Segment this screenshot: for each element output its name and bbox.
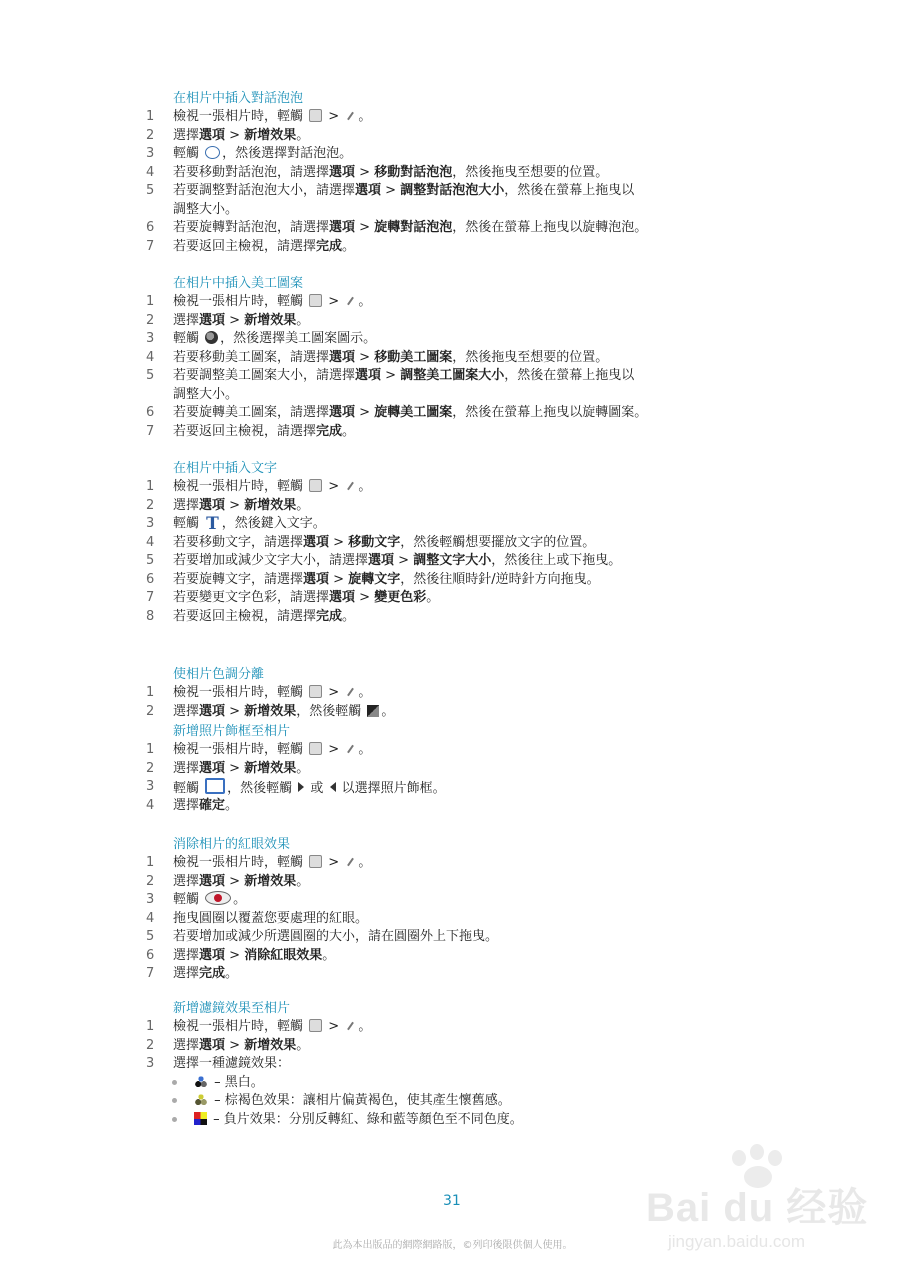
text-run: 。: [358, 855, 372, 870]
step-number: 1: [146, 855, 155, 870]
text-run: ，然後拖曳至想要的位置。: [452, 349, 609, 365]
step-text: [173, 497, 309, 515]
step-number: 3: [146, 1056, 155, 1071]
text-run: 。: [296, 312, 310, 328]
text-run: >: [225, 312, 245, 328]
step-number: 1: [146, 742, 155, 757]
step-text: [173, 367, 634, 385]
bold-term: 選項: [329, 164, 356, 180]
text-run: 若要移動美工圖案，請選擇: [173, 349, 330, 365]
bold-term: 旋轉對話泡泡: [374, 220, 453, 235]
text-run: >: [324, 855, 344, 870]
bold-term: 完成: [316, 423, 343, 439]
text-run: >: [329, 571, 349, 587]
text-run: 。: [296, 497, 310, 513]
paw-toe-3: [768, 1150, 782, 1166]
bold-term: 選項: [199, 947, 226, 963]
watermark-sub: jingyan.baidu.com: [668, 1232, 806, 1251]
text-run: ，然後選擇美工圖案圖示。: [220, 331, 377, 346]
text-run: >: [324, 685, 344, 700]
text-run: 。: [358, 294, 372, 309]
text-run: 若要旋轉美工圖案，請選擇: [173, 405, 330, 420]
text-run: 檢視一張相片時，輕觸: [173, 685, 308, 700]
text-run: ，然後在螢幕上拖曳以: [504, 183, 635, 198]
step-text: [173, 423, 355, 441]
text-run: 檢視一張相片時，輕觸: [173, 479, 308, 494]
text-run: 若要變更文字色彩，請選擇: [173, 590, 330, 605]
posterize-icon: [367, 705, 379, 717]
footer-notice: 此為本出版品的網際網路版，©列印後限供個人使用。: [332, 1240, 573, 1251]
text-run: 。: [342, 608, 356, 624]
text-run: >: [355, 220, 375, 235]
text-run: >: [355, 405, 375, 420]
step-number: 7: [146, 966, 155, 981]
pen-icon: [347, 297, 354, 306]
step-number: 1: [146, 1019, 155, 1034]
step-text: [173, 854, 371, 872]
edit-icon: [309, 294, 322, 307]
text-run: 。: [296, 1037, 310, 1053]
text-run: 。: [342, 423, 356, 439]
step-text: [173, 1037, 309, 1055]
step-text: [173, 1018, 371, 1036]
step-text: [173, 108, 371, 126]
text-run: 。: [225, 797, 239, 813]
text-run: ，然後拖曳至想要的位置。: [452, 164, 609, 180]
pen-icon: [347, 482, 354, 491]
text-run: 選擇: [173, 497, 200, 513]
text-run: ，然後輕觸: [296, 703, 366, 719]
bullet-dot: [172, 1117, 177, 1122]
text-icon: T: [206, 514, 219, 534]
text-run: 檢視一張相片時，輕觸: [173, 742, 308, 757]
text-run: 。: [426, 590, 440, 605]
text-run: 。: [296, 760, 310, 776]
step-number: 4: [146, 534, 155, 550]
text-run: >: [324, 109, 344, 124]
text-run: 。: [322, 947, 336, 963]
edit-icon: [309, 1019, 322, 1032]
step-number: 4: [146, 910, 155, 926]
bold-term: 變更色彩: [374, 590, 427, 605]
bold-term: 選項: [368, 553, 395, 568]
text-run: 若要移動文字，請選擇: [173, 534, 304, 550]
step-number: 3: [146, 331, 155, 346]
text-run: 選擇: [173, 1037, 200, 1053]
sepia-icon: [194, 1093, 208, 1106]
text-run: 。: [358, 742, 372, 757]
step-number: 3: [146, 146, 155, 161]
step-number: 1: [146, 479, 155, 494]
step-number: 2: [146, 497, 155, 513]
text-run: >: [225, 1037, 245, 1053]
step-number: 1: [146, 685, 155, 700]
arrow-left-icon: [330, 782, 336, 792]
text-run: 若要增加或減少文字大小，請選擇: [173, 553, 369, 568]
section-title: 在相片中插入文字: [173, 461, 278, 476]
text-run: ，然後往上或下拖曳。: [491, 553, 622, 568]
text-run: 檢視一張相片時，輕觸: [173, 294, 308, 309]
step-number: 4: [146, 797, 155, 813]
bold-term: 新增效果: [244, 127, 297, 143]
section-title: 在相片中插入對話泡泡: [173, 91, 304, 106]
bold-term: 移動美工圖案: [374, 349, 453, 365]
step-text: [173, 1055, 290, 1073]
text-run: 。: [342, 238, 356, 254]
bold-term: 選項: [199, 312, 226, 328]
text-run: 。: [358, 479, 372, 494]
text-run: 。: [225, 966, 239, 981]
text-run: 檢視一張相片時，輕觸: [173, 1019, 308, 1034]
step-number: 4: [146, 164, 155, 180]
bold-term: 選項: [199, 760, 226, 776]
step-number: 5: [146, 183, 155, 198]
bold-term: 選項: [329, 349, 356, 365]
text-run: 拖曳圓圈以覆蓋您要處理的紅眼。: [173, 910, 369, 926]
paw-toe-2: [750, 1144, 764, 1160]
bold-term: 新增效果: [244, 1037, 297, 1053]
step-text: [173, 145, 352, 163]
step-text: [173, 891, 246, 909]
bold-term: 選項: [199, 703, 226, 719]
step-continuation-text: 調整大小。: [173, 201, 239, 217]
step-number: 2: [146, 703, 155, 719]
step-number: 5: [146, 553, 155, 568]
step-text: [173, 349, 608, 367]
step-text: [173, 778, 446, 798]
step-number: 5: [146, 929, 155, 944]
pen-icon: [347, 745, 354, 754]
bold-term: 選項: [329, 590, 356, 605]
bold-term: 移動文字: [348, 534, 401, 550]
frame-icon: [205, 778, 225, 794]
text-run: >: [324, 1019, 344, 1034]
step-number: 7: [146, 423, 155, 439]
step-text: [173, 312, 309, 330]
text-run: >: [225, 497, 245, 513]
bold-term: 新增效果: [244, 873, 297, 889]
text-run: 。: [358, 685, 372, 700]
text-run: ，然後在螢幕上拖曳以旋轉泡泡。: [452, 220, 648, 235]
step-text: [173, 552, 621, 570]
bold-term: 新增效果: [244, 312, 297, 328]
step-number: 5: [146, 368, 155, 383]
text-run: ，然後鍵入文字。: [221, 516, 326, 531]
page-number: 31: [443, 1193, 461, 1209]
bold-term: 選項: [199, 1037, 226, 1053]
text-run: 若要返回主檢視，請選擇: [173, 238, 317, 254]
bold-term: 選項: [355, 183, 382, 198]
black-white-icon: [194, 1075, 208, 1088]
text-run: 若要返回主檢視，請選擇: [173, 608, 317, 624]
bold-term: 調整文字大小: [413, 553, 492, 568]
step-text: [173, 928, 498, 946]
step-number: 1: [146, 294, 155, 309]
bold-term: 旋轉美工圖案: [374, 405, 453, 420]
step-number: 8: [146, 608, 155, 624]
text-run: 以選擇照片飾框。: [337, 781, 446, 796]
text-run: 選擇: [173, 947, 200, 963]
step-text: [173, 534, 595, 552]
bold-term: 確定: [199, 797, 226, 813]
step-text: [173, 182, 634, 200]
step-text: [173, 873, 309, 891]
edit-icon: [309, 742, 322, 755]
bold-term: 完成: [316, 238, 343, 254]
text-run: >: [394, 553, 414, 568]
pen-icon: [347, 858, 354, 867]
bullet-text: [192, 1092, 511, 1110]
text-run: 若要調整對話泡泡大小，請選擇: [173, 183, 356, 198]
text-run: – 黑白。: [210, 1074, 264, 1090]
step-number: 7: [146, 238, 155, 254]
step-number: 2: [146, 127, 155, 143]
bold-term: 新增效果: [244, 760, 297, 776]
bold-term: 調整美工圖案大小: [400, 368, 505, 383]
step-number: 2: [146, 760, 155, 776]
text-run: >: [324, 479, 344, 494]
step-text: [173, 330, 376, 348]
section-title: 新增照片飾框至相片: [173, 724, 291, 739]
step-number: 6: [146, 571, 155, 587]
text-run: >: [355, 349, 375, 365]
bold-term: 完成: [316, 608, 343, 624]
text-run: ，然後往順時針/逆時針方向拖曳。: [400, 571, 600, 587]
text-run: 檢視一張相片時，輕觸: [173, 855, 308, 870]
text-run: >: [225, 127, 245, 143]
section-title: 新增濾鏡效果至相片: [173, 1001, 291, 1016]
step-text: [173, 515, 326, 533]
step-text: [173, 797, 238, 815]
pen-icon: [347, 688, 354, 697]
speech-bubble-icon: [205, 146, 220, 159]
text-run: >: [381, 368, 401, 383]
text-run: 若要移動對話泡泡，請選擇: [173, 164, 330, 180]
text-run: 輕觸: [173, 146, 204, 161]
text-run: 。: [358, 109, 372, 124]
clip-art-icon: [205, 331, 218, 344]
step-number: 2: [146, 1037, 155, 1053]
step-text: [173, 684, 371, 702]
text-run: 選擇: [173, 127, 200, 143]
text-run: 檢視一張相片時，輕觸: [173, 109, 308, 124]
step-text: [173, 238, 355, 256]
text-run: >: [225, 760, 245, 776]
text-run: 選擇: [173, 966, 200, 981]
step-text: [173, 703, 394, 721]
step-text: [173, 571, 600, 589]
text-run: 輕觸: [173, 331, 204, 346]
edit-icon: [309, 685, 322, 698]
step-text: [173, 164, 608, 182]
text-run: >: [355, 590, 375, 605]
edit-icon: [309, 109, 322, 122]
text-run: 。: [296, 127, 310, 143]
text-run: 若要旋轉文字，請選擇: [173, 571, 304, 587]
text-run: >: [324, 294, 344, 309]
negative-icon: [194, 1112, 207, 1125]
text-run: 若要返回主檢視，請選擇: [173, 423, 317, 439]
text-run: ，然後輕觸: [227, 781, 297, 796]
bold-term: 移動對話泡泡: [374, 164, 453, 180]
bold-term: 選項: [355, 368, 382, 383]
step-number: 2: [146, 873, 155, 889]
step-number: 1: [146, 109, 155, 124]
step-text: [173, 741, 371, 759]
text-run: >: [355, 164, 375, 180]
pen-icon: [347, 1022, 354, 1031]
bold-term: 選項: [303, 534, 330, 550]
step-number: 6: [146, 405, 155, 420]
text-run: 選擇: [173, 797, 200, 813]
arrow-right-icon: [298, 782, 304, 792]
bold-term: 完成: [199, 966, 226, 981]
text-run: ，然後在螢幕上拖曳以旋轉圖案。: [452, 405, 648, 420]
text-run: >: [225, 703, 245, 719]
text-run: ，然後選擇對話泡泡。: [222, 146, 353, 161]
text-run: 選擇: [173, 703, 200, 719]
step-number: 6: [146, 947, 155, 963]
step-text: [173, 478, 371, 496]
step-number: 3: [146, 892, 155, 907]
step-continuation-text: 調整大小。: [173, 386, 239, 402]
text-run: 或: [306, 781, 328, 796]
text-run: 。: [381, 703, 395, 719]
bold-term: 調整對話泡泡大小: [400, 183, 505, 198]
text-run: 。: [358, 1019, 372, 1034]
edit-icon: [309, 855, 322, 868]
step-text: [173, 293, 371, 311]
bullet-text: [192, 1111, 523, 1129]
text-run: 輕觸: [173, 516, 204, 531]
bullet-dot: [172, 1098, 177, 1103]
step-number: 4: [146, 349, 155, 365]
text-run: 選擇: [173, 312, 200, 328]
text-run: >: [225, 947, 245, 963]
text-run: 。: [233, 892, 247, 907]
section-title: 消除相片的紅眼效果: [173, 837, 291, 852]
text-run: 。: [296, 873, 310, 889]
text-run: 輕觸: [173, 781, 204, 796]
text-run: >: [329, 534, 349, 550]
step-text: [173, 589, 439, 607]
step-text: [173, 947, 335, 965]
text-run: 選擇: [173, 760, 200, 776]
bold-term: 新增效果: [244, 703, 297, 719]
bold-term: 選項: [199, 497, 226, 513]
text-run: – 負片效果：分別反轉紅、綠和藍等顏色至不同色度。: [209, 1111, 523, 1127]
bold-term: 選項: [329, 405, 356, 420]
step-number: 3: [146, 779, 155, 794]
step-number: 7: [146, 590, 155, 605]
bold-term: 選項: [199, 873, 226, 889]
baidu-watermark: [640, 1140, 870, 1270]
step-number: 2: [146, 312, 155, 328]
step-text: [173, 910, 368, 928]
bold-term: 選項: [199, 127, 226, 143]
step-text: [173, 404, 647, 422]
text-run: 若要調整美工圖案大小，請選擇: [173, 368, 356, 383]
text-run: 輕觸: [173, 892, 204, 907]
text-run: 選擇一種濾鏡效果：: [173, 1056, 291, 1071]
text-run: >: [381, 183, 401, 198]
text-run: ，然後在螢幕上拖曳以: [504, 368, 635, 383]
section-title: 使相片色調分離: [173, 667, 265, 682]
text-run: ，然後輕觸想要擺放文字的位置。: [400, 534, 596, 550]
paw-toe-1: [732, 1150, 746, 1166]
bullet-text: [192, 1074, 264, 1092]
bullet-dot: [172, 1080, 177, 1085]
text-run: – 棕褐色效果：讓相片偏黃褐色，使其產生懷舊感。: [210, 1093, 511, 1108]
red-eye-icon: [205, 891, 231, 905]
bold-term: 消除紅眼效果: [244, 947, 323, 963]
bold-term: 選項: [329, 220, 356, 235]
bold-term: 選項: [303, 571, 330, 587]
section-title: 在相片中插入美工圖案: [173, 276, 304, 291]
step-text: [173, 127, 309, 145]
step-text: [173, 608, 355, 626]
step-number: 6: [146, 220, 155, 235]
bold-term: 旋轉文字: [348, 571, 401, 587]
step-text: [173, 965, 238, 983]
pen-icon: [347, 112, 354, 121]
edit-icon: [309, 479, 322, 492]
bold-term: 新增效果: [244, 497, 297, 513]
text-run: 若要增加或減少所選圓圈的大小，請在圓圈外上下拖曳。: [173, 929, 499, 944]
watermark-main: Bai du 经验: [646, 1186, 869, 1230]
text-run: 若要旋轉對話泡泡，請選擇: [173, 220, 330, 235]
text-run: >: [324, 742, 344, 757]
step-text: [173, 219, 647, 237]
step-number: 3: [146, 516, 155, 531]
text-run: >: [225, 873, 245, 889]
text-run: 選擇: [173, 873, 200, 889]
step-text: [173, 760, 309, 778]
